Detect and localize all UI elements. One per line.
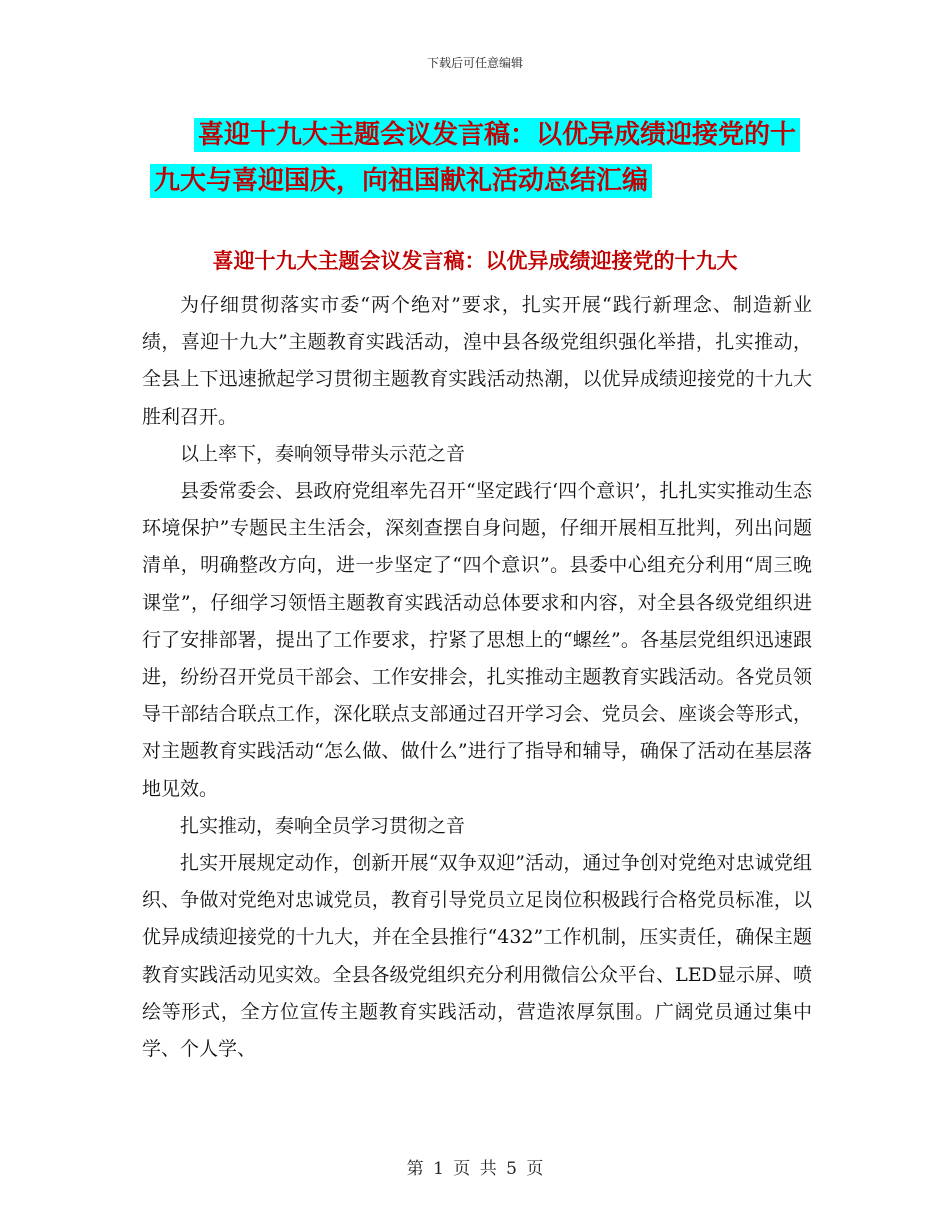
subheading: 以上率下，奏响领导带头示范之音 bbox=[180, 442, 466, 465]
document-title-line-2 bbox=[150, 158, 830, 204]
title-highlight-1: 喜迎十九大主题会议发言稿：以优异成绩迎接党的十 bbox=[194, 118, 800, 152]
document-title-line-1 bbox=[150, 112, 830, 158]
paragraph: 为仔细贯彻落实市委“两个绝对”要求，扎实开展“践行新理念、制造新业绩，喜迎十九大”主题教育实践活动，湟中县各级党组织强化举措，扎实推动，全县上下迅速掀起学习贯彻主题教育实践活动热潮，以优异成绩迎接党的十九大胜利召开。 bbox=[142, 294, 812, 428]
document-title bbox=[150, 112, 830, 204]
paragraph: 县委常委会、县政府党组率先召开“坚定践行‘四个意识’，扎扎实实推动生态环境保护”专题民主生活会，深刻查摆自身问题，仔细开展相互批判，列出问题清单，明确整改方向，进一步坚定了“四个意识”。县委中心组充分利用“周三晚课堂”，仔细学习领悟主题教育实践活动总体要求和内容，对全县各级党组织进行了安排部署，提出了工作要求，拧紧了思想上的“螺丝”。各基层党组织迅速跟进，纷纷召开党员干部会、工作安排会，扎实推动主题教育实践活动。各党员领导干部结合联点工作，深化联点支部通过召开学习会、党员会、座谈会等形式，对主题教育实践活动“怎么做、做什么”进行了指导和辅导，确保了活动在基层落地见效。 bbox=[142, 480, 812, 800]
header-note: 下载后可任意编辑 bbox=[426, 56, 523, 70]
title-highlight-2: 九大与喜迎国庆，向祖国献礼活动总结汇编 bbox=[150, 164, 652, 198]
paragraph: 扎实开展规定动作，创新开展“双争双迎”活动，通过争创对党绝对忠诚党组织、争做对党绝对忠诚党员，教育引导党员立足岗位积极践行合格党员标准，以优异成绩迎接党的十九大，并在全县推行“432”工作机制，压实责任，确保主题教育实践活动见实效。全县各级党组织充分利用微信公众平台、LED显示屏、喷绘等形式，全方位宣传主题教育实践活动，营造浓厚氛围。广阔党员通过集中学、个人学、 bbox=[142, 852, 812, 1061]
subheading: 扎实推动，奏响全员学习贯彻之音 bbox=[180, 814, 466, 837]
body-text bbox=[142, 287, 812, 1068]
page-footer: 第 1 页 共 5 页 bbox=[406, 1159, 544, 1179]
section-title: 喜迎十九大主题会议发言稿：以优异成绩迎接党的十九大 bbox=[212, 249, 738, 273]
